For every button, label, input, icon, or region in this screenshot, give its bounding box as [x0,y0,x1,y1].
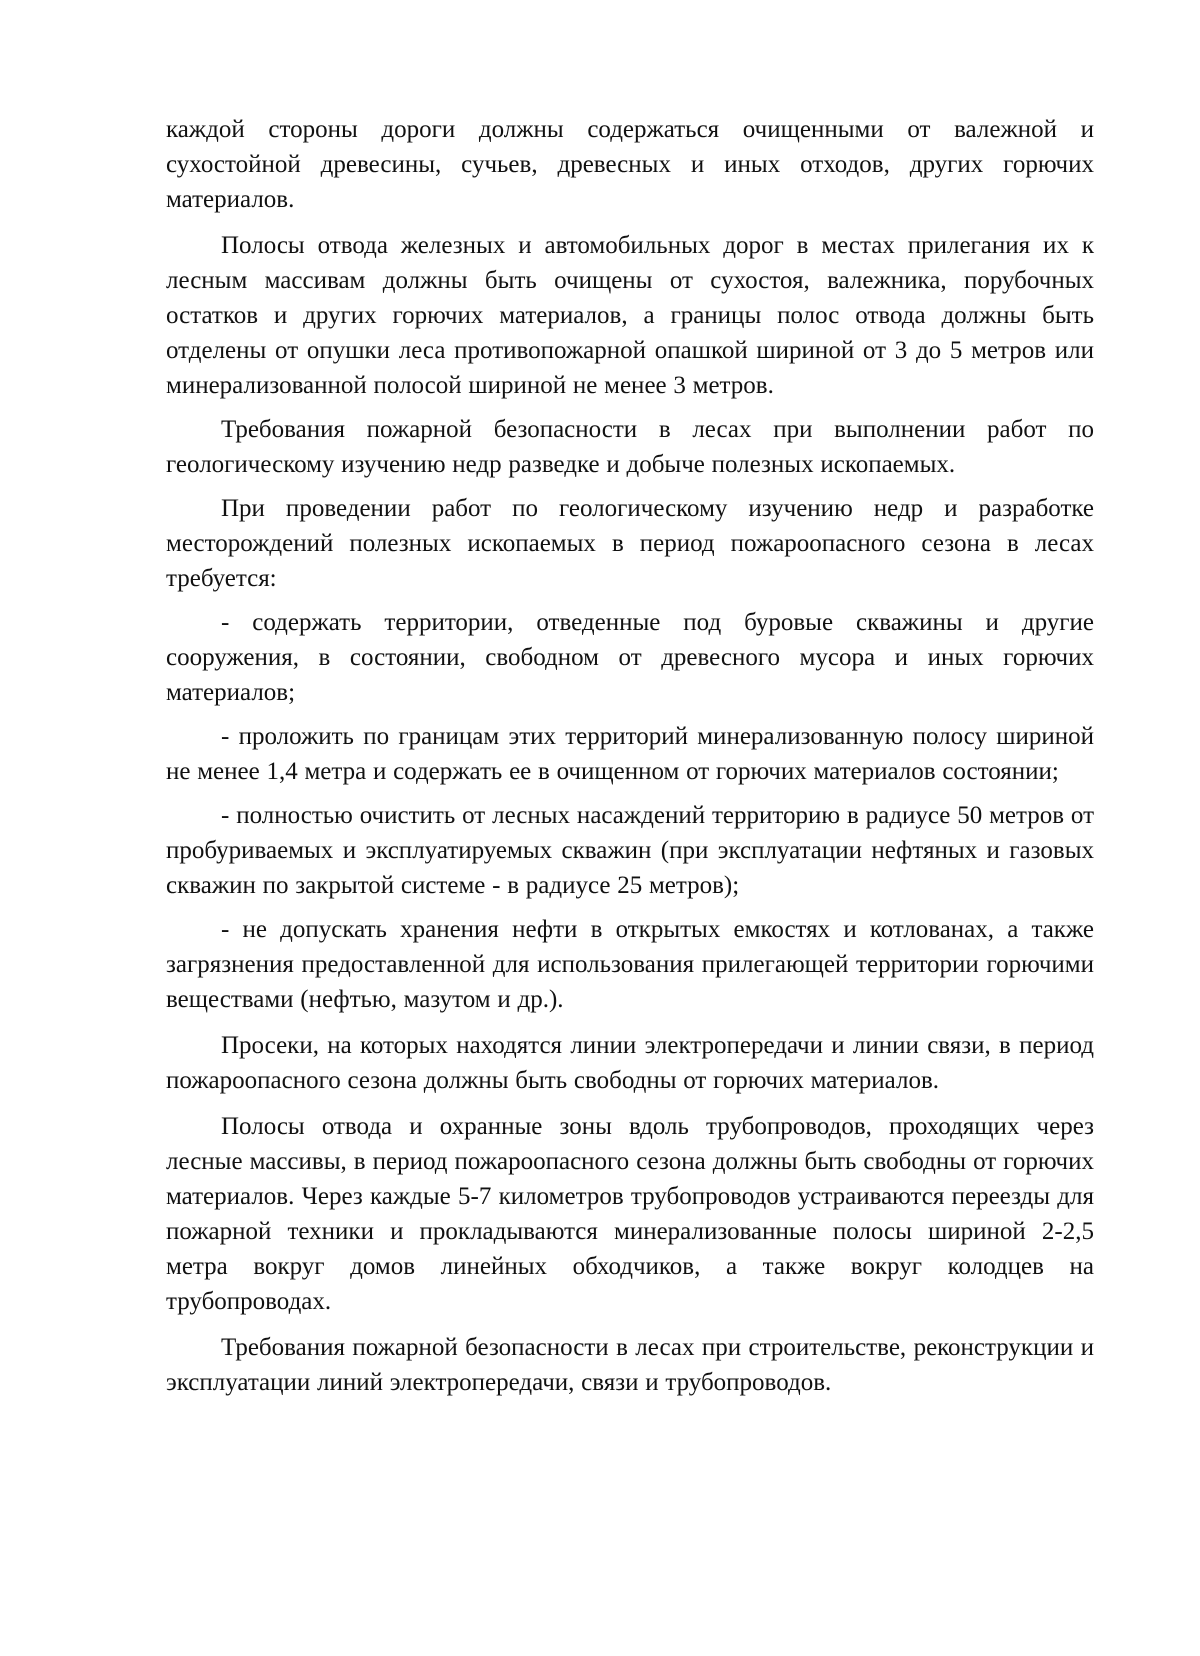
paragraph-1: каждой стороны дороги должны содержаться очищенными от валежной и сухостойной древесины, сучьев, древесных и иных отходов, других горючих материалов. [166,116,1094,213]
paragraph-7: - полностью очистить от лесных насаждений территорию в радиусе 50 метров от пробуриваемых и эксплуатируемых скважин (при эксплуатации нефтяных и газовых скважин по закрытой системе - в радиусе 25 метров); [166,802,1094,899]
paragraph-11: Требования пожарной безопасности в лесах при строительстве, реконструкции и эксплуатации линий электропередачи, связи и трубопроводов. [166,1334,1094,1396]
document-body [166,112,1094,1400]
paragraph-10: Полосы отвода и охранные зоны вдоль трубопроводов, проходящих через лесные массивы, в период пожароопасного сезона должны быть свободны от горючих материалов. Через каждые 5-7 километров трубопроводов устраиваются переезды для пожарной техники и прокладываются минерализованные полосы шириной 2-2,5 метра вокруг домов линейных обходчиков, а также вокруг колодцев на трубопроводах. [166,1113,1094,1315]
paragraph-6: - проложить по границам этих территорий минерализованную полосу шириной не менее 1,4 метра и содержать ее в очищенном от горючих материалов состоянии; [166,723,1094,785]
paragraph-2: Полосы отвода железных и автомобильных дорог в местах прилегания их к лесным массивам должны быть очищены от сухостоя, валежника, порубочных остатков и других горючих материалов, а границы полос отвода должны быть отделены от опушки леса противопожарной опашкой шириной от 3 до 5 метров или минерализованной полосой шириной не менее 3 метров. [166,232,1094,399]
paragraph-5: - содержать территории, отведенные под буровые скважины и другие сооружения, в состоянии, свободном от древесного мусора и иных горючих материалов; [166,609,1094,706]
paragraph-9: Просеки, на которых находятся линии электропередачи и линии связи, в период пожароопасного сезона должны быть свободны от горючих материалов. [166,1032,1094,1094]
paragraph-8: - не допускать хранения нефти в открытых емкостях и котлованах, а также загрязнения предоставленной для использования прилегающей территории горючими веществами (нефтью, мазутом и др.). [166,916,1094,1013]
paragraph-3: Требования пожарной безопасности в лесах при выполнении работ по геологическому изучению недр разведке и добыче полезных ископаемых. [166,416,1094,478]
paragraph-4: При проведении работ по геологическому изучению недр и разработке месторождений полезных ископаемых в период пожароопасного сезона в лесах требуется: [166,495,1094,592]
